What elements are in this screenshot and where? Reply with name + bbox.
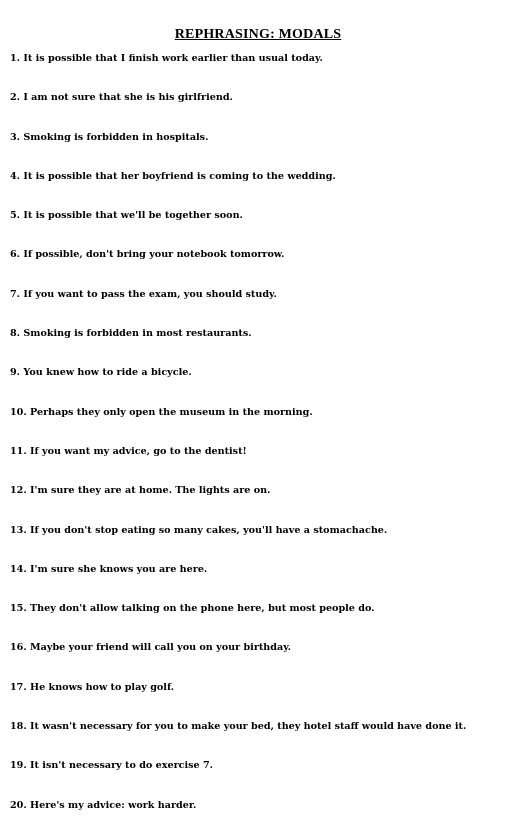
item-text: It is possible that we'll be together soon. [23,210,243,222]
list-item-11 [10,445,510,484]
item-text: If possible, don't bring your notebook tomorrow. [23,249,285,261]
list-item-10 [10,406,510,445]
list-item-19 [10,759,510,798]
item-number: 4. [10,170,21,182]
item-text: If you want my advice, go to the dentist! [30,445,247,457]
list-item-15 [10,602,510,641]
item-text: Smoking is forbidden in hospitals. [23,131,209,143]
list-item-3 [10,131,510,170]
item-number: 19. [10,760,27,772]
list-item-6 [10,248,510,287]
item-text: They don't allow talking on the phone here, but most people do. [30,603,375,615]
item-number: 16. [10,642,27,654]
list-item-17 [10,681,510,720]
item-text: Here's my advice: work harder. [30,799,197,811]
item-text: I am not sure that she is his girlfriend. [23,92,233,104]
list-item-2 [10,91,510,130]
item-text: If you don't stop eating so many cakes, you'll have a stomachache. [30,524,388,536]
page-title: REPHRASING: MODALS [174,27,342,42]
item-number: 1. [10,53,21,64]
list-item-9 [10,366,510,405]
list-item-20 [10,799,510,838]
item-number: 9. [10,367,21,379]
item-number: 7. [10,288,21,300]
item-text: It wasn't necessary for you to make your bed, they hotel staff would have done it. [30,721,467,733]
exercise-list [10,52,510,838]
item-text: You knew how to ride a bicycle. [23,367,192,379]
list-item-8 [10,327,510,366]
item-number: 5. [10,210,21,222]
item-number: 12. [10,485,27,497]
item-number: 14. [10,563,27,575]
item-text: If you want to pass the exam, you should study. [23,288,277,300]
item-text: Maybe your friend will call you on your birthday. [30,642,292,654]
list-item-7 [10,288,510,327]
item-number: 11. [10,445,27,457]
item-number: 20. [10,799,27,811]
item-number: 2. [10,92,21,104]
list-item-4 [10,170,510,209]
item-number: 3. [10,131,21,143]
list-item-12 [10,484,510,523]
item-number: 10. [10,406,27,418]
list-item-16 [10,641,510,680]
item-text: It is possible that her boyfriend is coming to the wedding. [23,170,336,182]
item-text: Perhaps they only open the museum in the morning. [30,406,313,418]
item-text: I'm sure they are at home. The lights are on. [30,485,271,497]
list-item-14 [10,563,510,602]
list-item-18 [10,720,510,759]
list-item-13 [10,524,510,563]
item-text: Smoking is forbidden in most restaurants. [23,328,252,340]
item-number: 8. [10,328,21,340]
list-item-1 [10,52,510,91]
item-text: I'm sure she knows you are here. [30,563,208,575]
item-number: 17. [10,681,27,693]
item-text: It is possible that I finish work earlier than usual today. [23,53,323,64]
item-number: 6. [10,249,21,261]
item-text: It isn't necessary to do exercise 7. [30,760,213,772]
item-number: 18. [10,721,27,733]
item-number: 15. [10,603,27,615]
item-text: He knows how to play golf. [30,681,175,693]
item-number: 13. [10,524,27,536]
list-item-5 [10,209,510,248]
